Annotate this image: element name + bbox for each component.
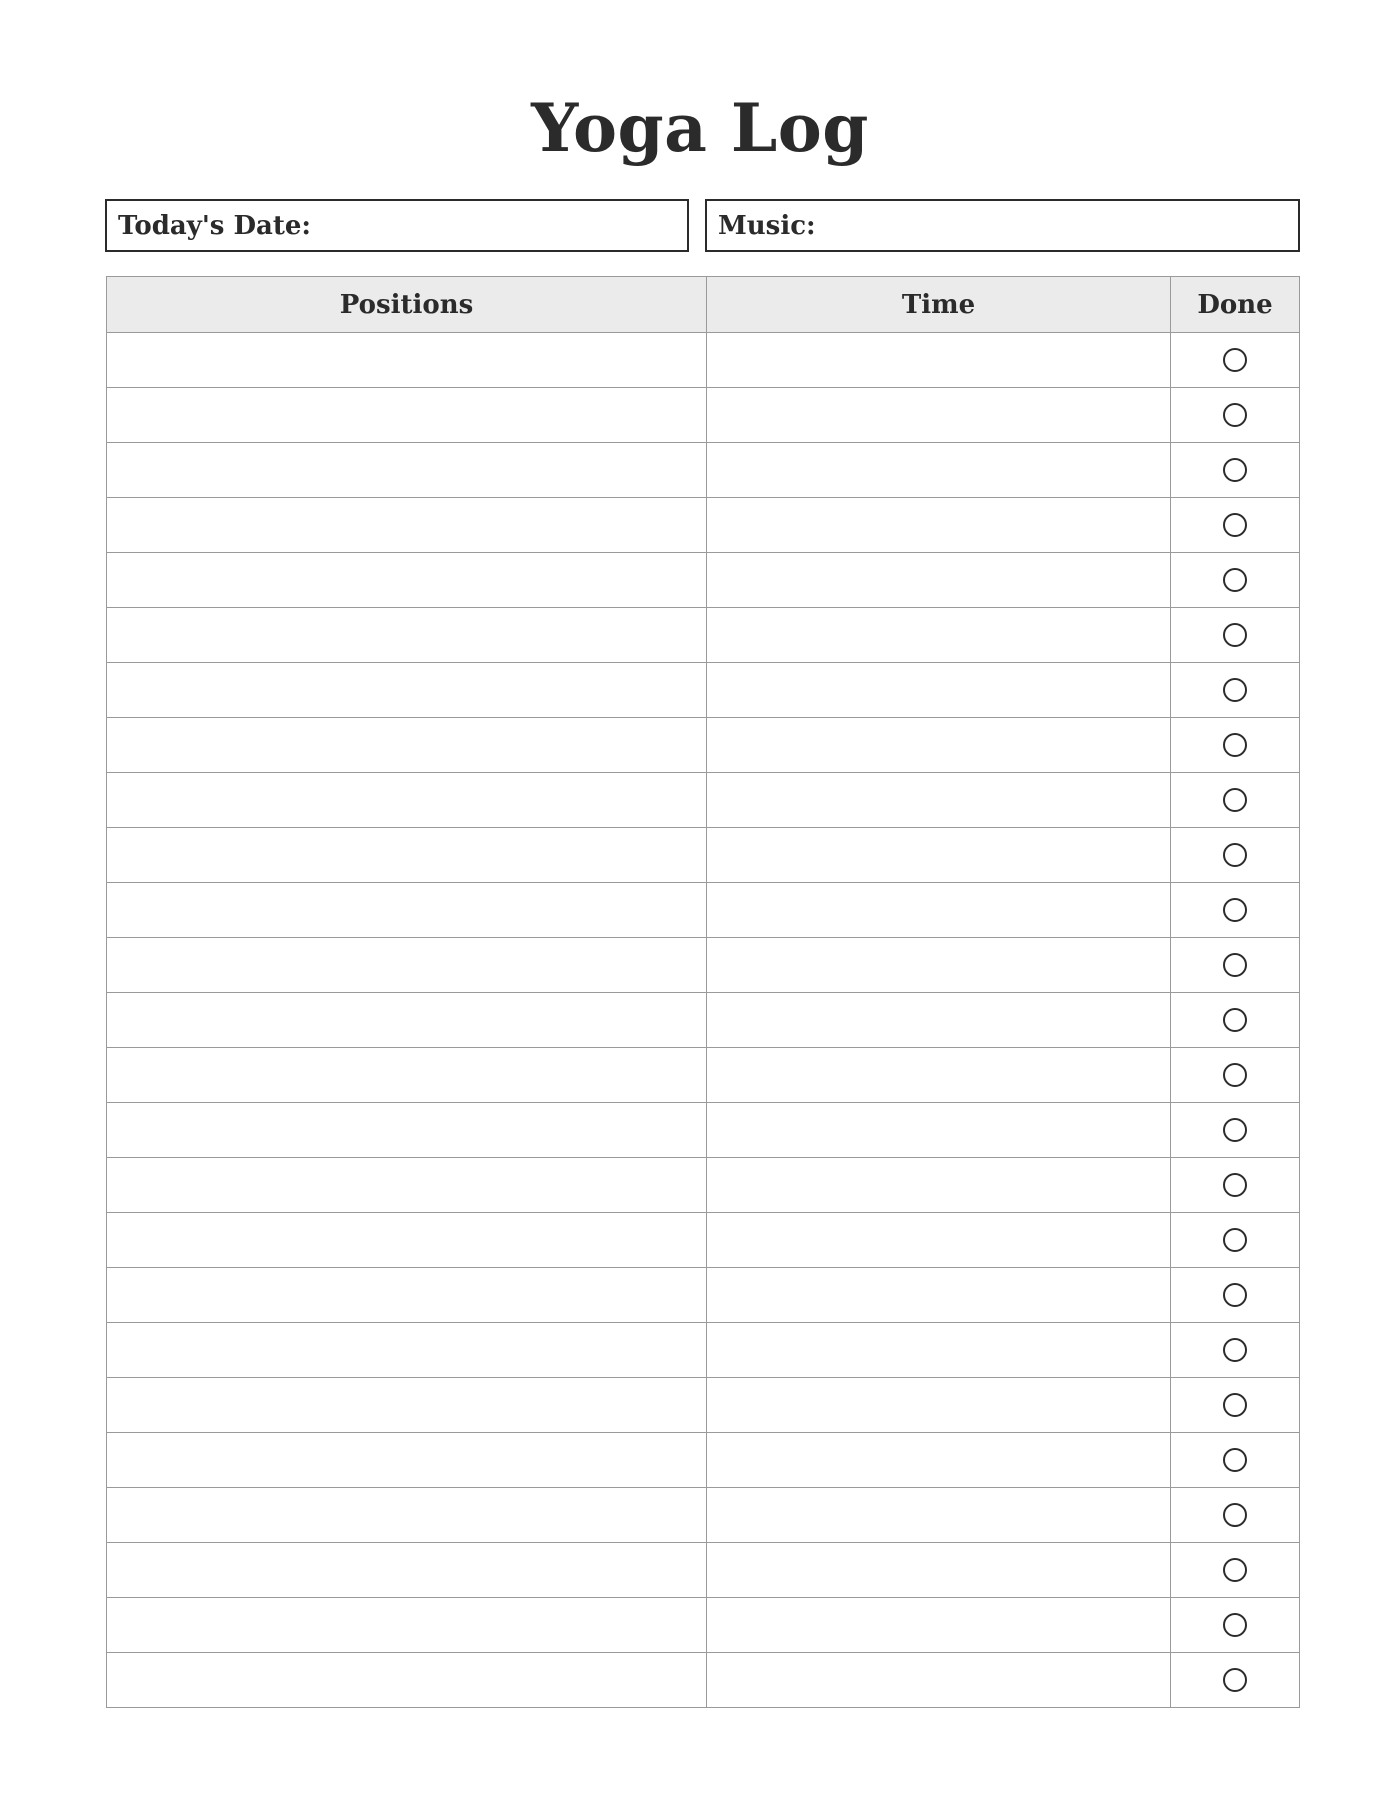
done-checkbox-icon[interactable] bbox=[1223, 1063, 1247, 1087]
done-cell bbox=[1171, 1323, 1300, 1378]
done-cell bbox=[1171, 1653, 1300, 1708]
position-cell[interactable] bbox=[107, 1433, 707, 1488]
table-row bbox=[107, 1598, 1300, 1653]
table-row bbox=[107, 333, 1300, 388]
position-cell[interactable] bbox=[107, 443, 707, 498]
time-cell[interactable] bbox=[707, 883, 1171, 938]
position-cell[interactable] bbox=[107, 608, 707, 663]
time-cell[interactable] bbox=[707, 1213, 1171, 1268]
done-cell bbox=[1171, 773, 1300, 828]
done-cell bbox=[1171, 443, 1300, 498]
position-cell[interactable] bbox=[107, 1598, 707, 1653]
table-row bbox=[107, 1488, 1300, 1543]
done-checkbox-icon[interactable] bbox=[1223, 1283, 1247, 1307]
time-cell[interactable] bbox=[707, 1268, 1171, 1323]
table-row bbox=[107, 498, 1300, 553]
time-cell[interactable] bbox=[707, 663, 1171, 718]
position-cell[interactable] bbox=[107, 1653, 707, 1708]
done-cell bbox=[1171, 1048, 1300, 1103]
position-cell[interactable] bbox=[107, 993, 707, 1048]
done-checkbox-icon[interactable] bbox=[1223, 788, 1247, 812]
done-checkbox-icon[interactable] bbox=[1223, 843, 1247, 867]
done-cell bbox=[1171, 1268, 1300, 1323]
table-row bbox=[107, 1543, 1300, 1598]
position-cell[interactable] bbox=[107, 718, 707, 773]
table-row bbox=[107, 1158, 1300, 1213]
table-row bbox=[107, 388, 1300, 443]
time-cell[interactable] bbox=[707, 1158, 1171, 1213]
time-cell[interactable] bbox=[707, 553, 1171, 608]
time-cell[interactable] bbox=[707, 498, 1171, 553]
position-cell[interactable] bbox=[107, 333, 707, 388]
table-row bbox=[107, 553, 1300, 608]
table-row bbox=[107, 883, 1300, 938]
table-row bbox=[107, 1048, 1300, 1103]
position-cell[interactable] bbox=[107, 1103, 707, 1158]
table-row bbox=[107, 443, 1300, 498]
table-row bbox=[107, 1378, 1300, 1433]
done-checkbox-icon[interactable] bbox=[1223, 953, 1247, 977]
position-cell[interactable] bbox=[107, 773, 707, 828]
position-cell[interactable] bbox=[107, 1488, 707, 1543]
done-cell bbox=[1171, 553, 1300, 608]
done-cell bbox=[1171, 993, 1300, 1048]
position-cell[interactable] bbox=[107, 1048, 707, 1103]
time-cell[interactable] bbox=[707, 388, 1171, 443]
done-cell bbox=[1171, 608, 1300, 663]
done-cell bbox=[1171, 938, 1300, 993]
done-cell bbox=[1171, 498, 1300, 553]
page-title: Yoga Log bbox=[531, 89, 869, 167]
header-time: Time bbox=[707, 277, 1171, 333]
table-row bbox=[107, 993, 1300, 1048]
music-field-label: Music: bbox=[718, 210, 816, 241]
time-cell[interactable] bbox=[707, 1488, 1171, 1543]
done-cell bbox=[1171, 1543, 1300, 1598]
time-cell[interactable] bbox=[707, 1048, 1171, 1103]
yoga-log-table bbox=[106, 276, 1300, 1708]
done-checkbox-icon[interactable] bbox=[1223, 568, 1247, 592]
time-cell[interactable] bbox=[707, 1103, 1171, 1158]
position-cell[interactable] bbox=[107, 883, 707, 938]
table-row bbox=[107, 1103, 1300, 1158]
done-cell bbox=[1171, 1433, 1300, 1488]
table-row bbox=[107, 1268, 1300, 1323]
time-cell[interactable] bbox=[707, 443, 1171, 498]
position-cell[interactable] bbox=[107, 498, 707, 553]
done-cell bbox=[1171, 883, 1300, 938]
done-checkbox-icon[interactable] bbox=[1223, 513, 1247, 537]
position-cell[interactable] bbox=[107, 663, 707, 718]
date-field[interactable] bbox=[105, 199, 689, 252]
position-cell[interactable] bbox=[107, 1378, 707, 1433]
time-cell[interactable] bbox=[707, 1433, 1171, 1488]
time-cell[interactable] bbox=[707, 333, 1171, 388]
done-cell bbox=[1171, 1158, 1300, 1213]
table-header-row bbox=[107, 277, 1300, 333]
position-cell[interactable] bbox=[107, 388, 707, 443]
done-checkbox-icon[interactable] bbox=[1223, 403, 1247, 427]
done-cell bbox=[1171, 828, 1300, 883]
time-cell[interactable] bbox=[707, 938, 1171, 993]
table-row bbox=[107, 718, 1300, 773]
time-cell[interactable] bbox=[707, 718, 1171, 773]
done-cell bbox=[1171, 1103, 1300, 1158]
table-row bbox=[107, 1433, 1300, 1488]
table-body bbox=[107, 333, 1300, 1708]
table-row bbox=[107, 608, 1300, 663]
done-cell bbox=[1171, 1488, 1300, 1543]
done-checkbox-icon[interactable] bbox=[1223, 678, 1247, 702]
time-cell[interactable] bbox=[707, 1543, 1171, 1598]
done-checkbox-icon[interactable] bbox=[1223, 1613, 1247, 1637]
position-cell[interactable] bbox=[107, 938, 707, 993]
done-cell bbox=[1171, 1213, 1300, 1268]
time-cell[interactable] bbox=[707, 993, 1171, 1048]
time-cell[interactable] bbox=[707, 1653, 1171, 1708]
position-cell[interactable] bbox=[107, 1543, 707, 1598]
done-cell bbox=[1171, 663, 1300, 718]
done-checkbox-icon[interactable] bbox=[1223, 1228, 1247, 1252]
done-checkbox-icon[interactable] bbox=[1223, 1173, 1247, 1197]
table-row bbox=[107, 773, 1300, 828]
done-checkbox-icon[interactable] bbox=[1223, 1338, 1247, 1362]
done-cell bbox=[1171, 718, 1300, 773]
time-cell[interactable] bbox=[707, 1323, 1171, 1378]
position-cell[interactable] bbox=[107, 1323, 707, 1378]
position-cell[interactable] bbox=[107, 1158, 707, 1213]
done-cell bbox=[1171, 388, 1300, 443]
done-checkbox-icon[interactable] bbox=[1223, 1393, 1247, 1417]
table-row bbox=[107, 663, 1300, 718]
time-cell[interactable] bbox=[707, 1378, 1171, 1433]
done-checkbox-icon[interactable] bbox=[1223, 1118, 1247, 1142]
time-cell[interactable] bbox=[707, 1598, 1171, 1653]
done-checkbox-icon[interactable] bbox=[1223, 733, 1247, 757]
done-checkbox-icon[interactable] bbox=[1223, 898, 1247, 922]
table-row bbox=[107, 938, 1300, 993]
done-checkbox-icon[interactable] bbox=[1223, 623, 1247, 647]
done-cell bbox=[1171, 333, 1300, 388]
time-cell[interactable] bbox=[707, 608, 1171, 663]
table-row bbox=[107, 1213, 1300, 1268]
table-row bbox=[107, 1323, 1300, 1378]
done-cell bbox=[1171, 1378, 1300, 1433]
done-checkbox-icon[interactable] bbox=[1223, 1448, 1247, 1472]
table-row bbox=[107, 1653, 1300, 1708]
position-cell[interactable] bbox=[107, 553, 707, 608]
time-cell[interactable] bbox=[707, 828, 1171, 883]
done-checkbox-icon[interactable] bbox=[1223, 1668, 1247, 1692]
date-field-label: Today's Date: bbox=[118, 210, 312, 241]
header-positions: Positions bbox=[107, 277, 707, 333]
time-cell[interactable] bbox=[707, 773, 1171, 828]
done-cell bbox=[1171, 1598, 1300, 1653]
position-cell[interactable] bbox=[107, 828, 707, 883]
music-field[interactable] bbox=[705, 199, 1300, 252]
done-checkbox-icon[interactable] bbox=[1223, 1558, 1247, 1582]
table-row bbox=[107, 828, 1300, 883]
done-checkbox-icon[interactable] bbox=[1223, 458, 1247, 482]
position-cell[interactable] bbox=[107, 1268, 707, 1323]
header-done: Done bbox=[1171, 277, 1300, 333]
position-cell[interactable] bbox=[107, 1213, 707, 1268]
done-checkbox-icon[interactable] bbox=[1223, 1503, 1247, 1527]
done-checkbox-icon[interactable] bbox=[1223, 348, 1247, 372]
done-checkbox-icon[interactable] bbox=[1223, 1008, 1247, 1032]
